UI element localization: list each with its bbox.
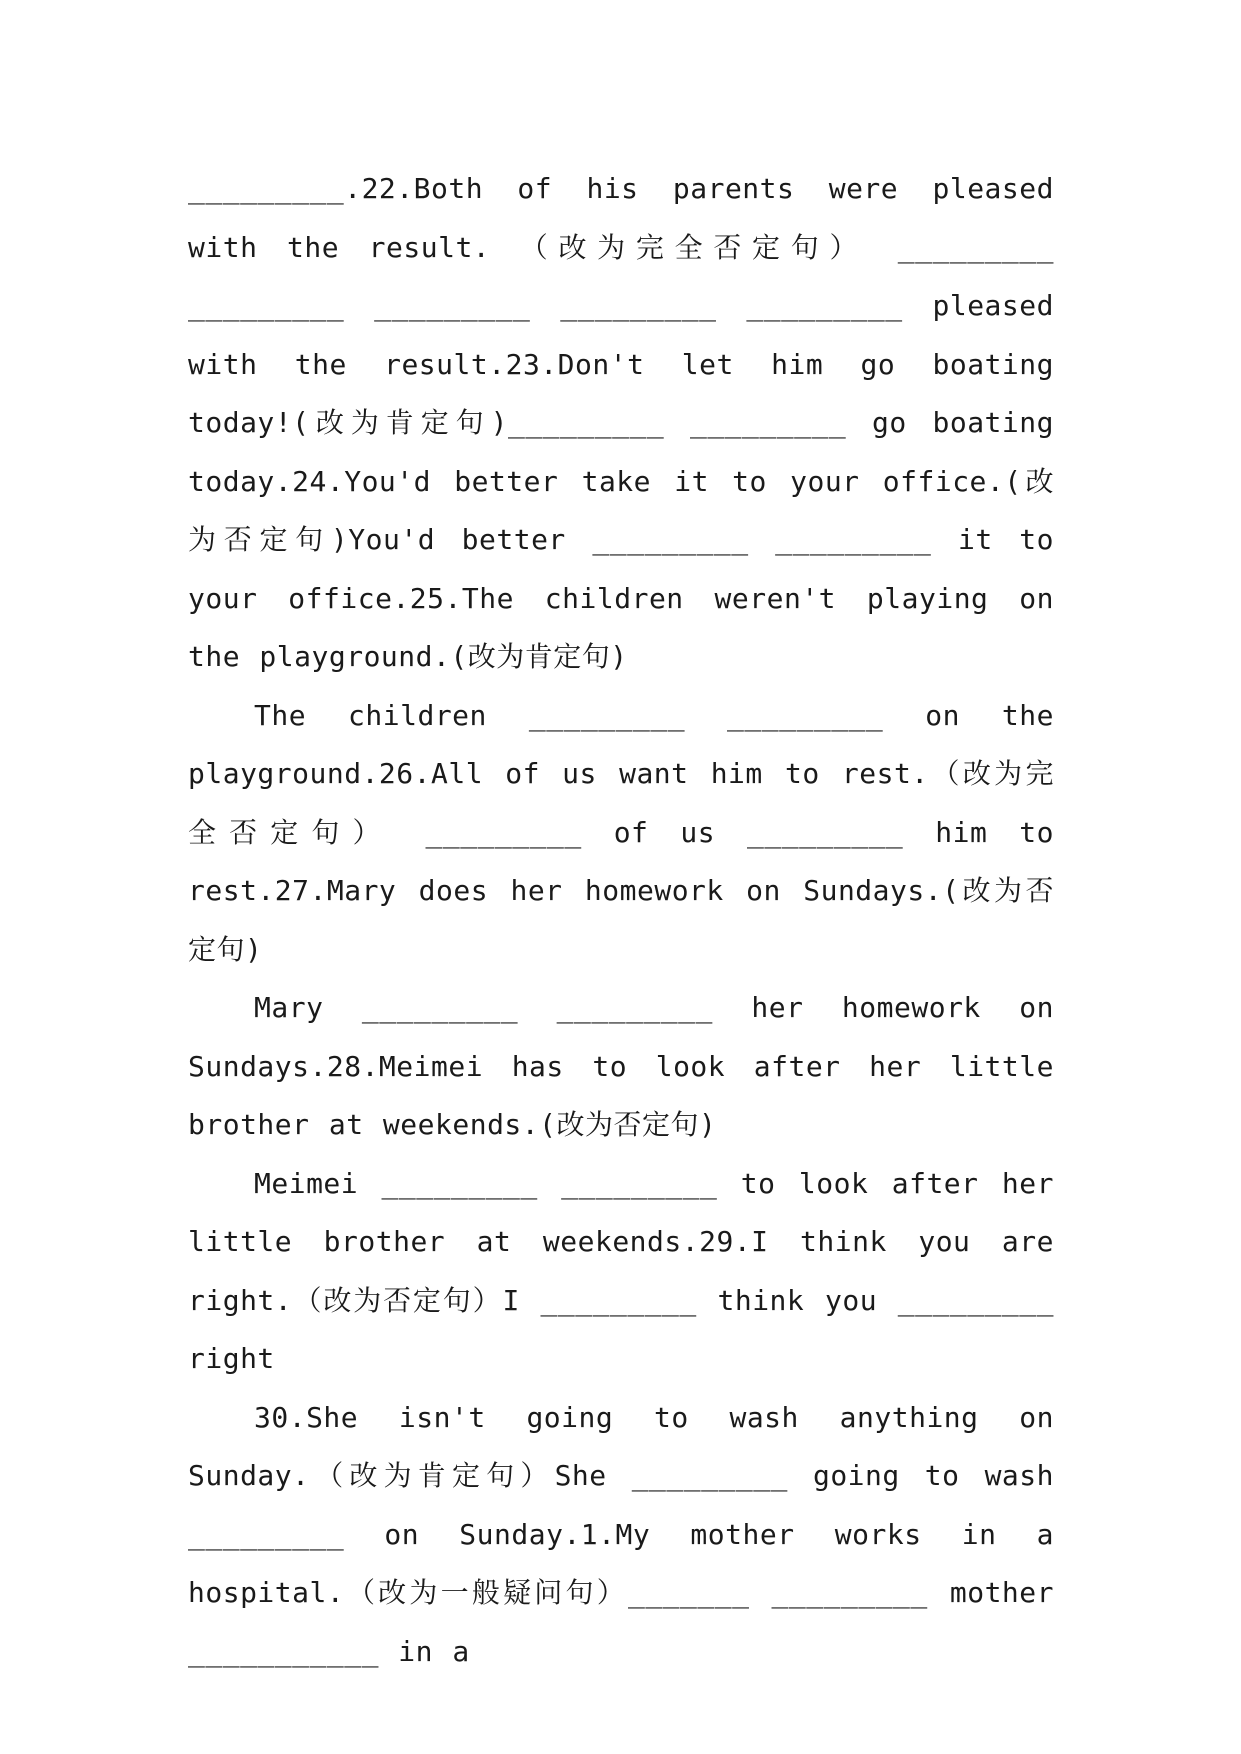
paragraph-4: Meimei _________ _________ to look after her little brother at weekends.29.I think you are right.（改为否定句）I _________ think you _________ right <box>188 1166 1054 1375</box>
paragraph-2: The children _________ _________ on the playground.26.All of us want him to rest.（改为完全否定句） _________ of us _________ him to rest.27.Mary does her homework on Sundays.(改为否定句) <box>188 698 1054 966</box>
paragraph-5: 30.She isn't going to wash anything on Sunday.（改为肯定句）She _________ going to wash _________ on Sunday.1.My mother works in a hospital.（改为一般疑问句）_______ _________ mother ___________ in a <box>188 1400 1054 1668</box>
exercise-text <box>188 160 1054 1681</box>
paragraph-3: Mary _________ _________ her homework on Sundays.28.Meimei has to look after her little brother at weekends.(改为否定句) <box>188 991 1054 1141</box>
paragraph-1: _________.22.Both of his parents were pleased with the result. （改为完全否定句） _________ _________ _________ _________ _________ pleased with the result.23.Don't let him go boating today!(改为肯定句)_________ _________ go boating today.24.You'd better take it to your office.(改为否定句)You'd better _________ _________ it to your office.25.The children weren't playing on the playground.(改为肯定句) <box>188 172 1054 673</box>
